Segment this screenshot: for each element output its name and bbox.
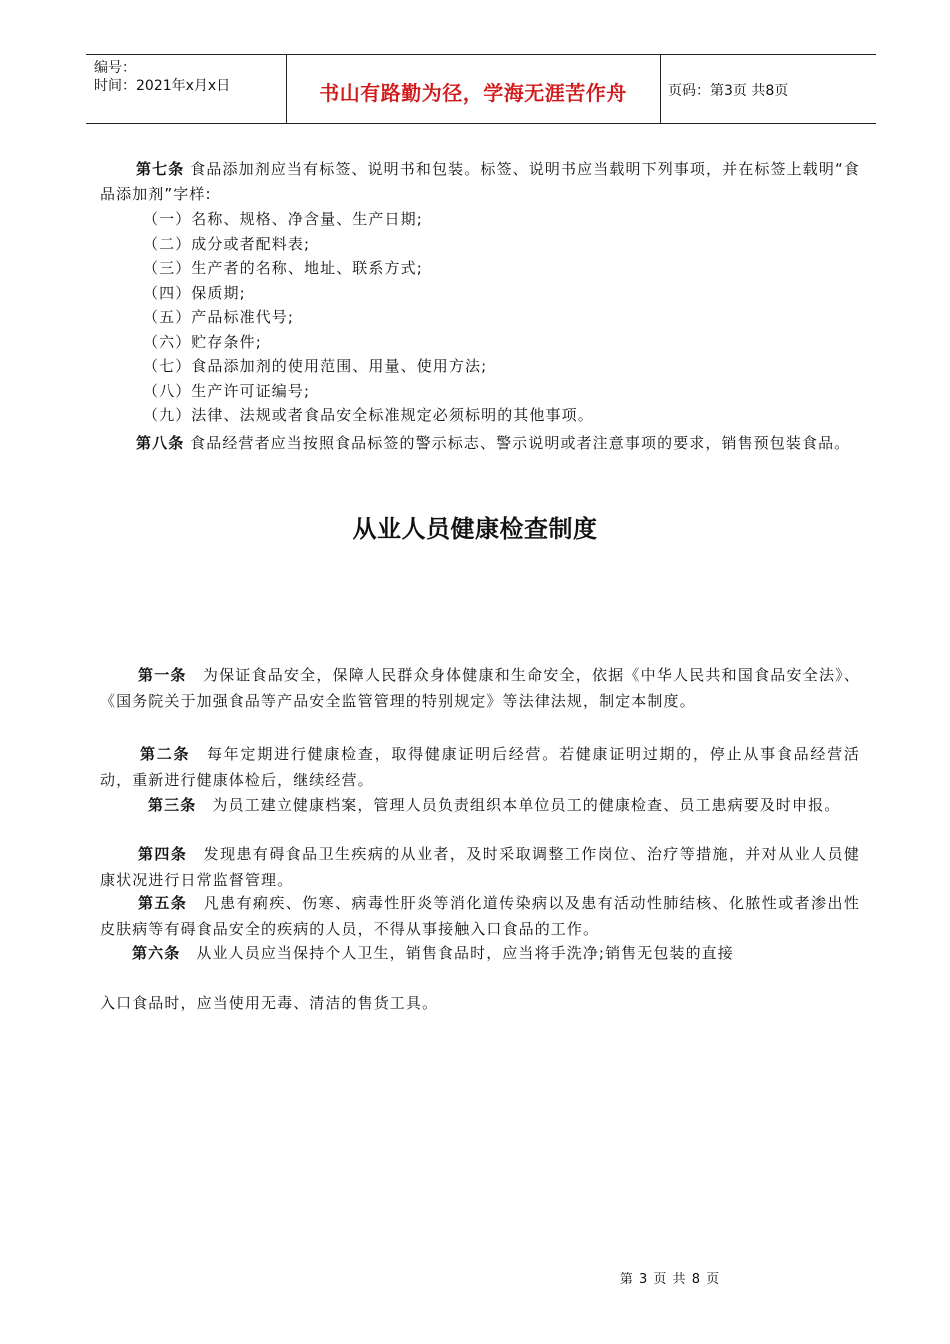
rule-4 bbox=[100, 841, 860, 893]
rule-2-label: 第二条 bbox=[140, 745, 191, 763]
rule-6-label: 第六条 bbox=[132, 944, 181, 962]
rule-1-label: 第一条 bbox=[138, 666, 187, 684]
article-7 bbox=[100, 157, 860, 206]
rule-5 bbox=[100, 890, 860, 942]
rule-6-continuation: 入口食品时，应当使用无毒、清洁的售货工具。 bbox=[100, 994, 439, 1012]
list-item: （三）生产者的名称、地址、联系方式; bbox=[143, 259, 423, 277]
header-meta bbox=[94, 59, 294, 95]
page-footer: 第 3 页 共 8 页 bbox=[619, 1272, 721, 1287]
list-item: （二）成分或者配料表; bbox=[143, 234, 311, 253]
page-header bbox=[86, 54, 876, 124]
header-divider bbox=[660, 55, 661, 123]
rule-6 bbox=[100, 940, 860, 966]
section-title: 从业人员健康检查制度 bbox=[352, 514, 598, 543]
document-time: 时间：2021年x月x日 bbox=[94, 78, 231, 94]
rule-3-text: 为员工建立健康档案，管理人员负责组织本单位员工的健康检查、员工患病要及时申报。 bbox=[196, 796, 841, 814]
list-item: （六）贮存条件; bbox=[143, 332, 262, 351]
article-7-text: 食品添加剂应当有标签、说明书和包装。标签、说明书应当载明下列事项，并在标签上载明“食品添加剂”字样: bbox=[100, 160, 860, 203]
header-page-info: 页码：第3页 共8页 bbox=[668, 83, 789, 99]
header-motto: 书山有路勤为径，学海无涯苦作舟 bbox=[319, 81, 627, 105]
rule-2-text: 每年定期进行健康检查，取得健康证明后经营。若健康证明过期的，停止从事食品经营活动，重新进行健康体检后，继续经营。 bbox=[100, 745, 860, 789]
rule-5-label: 第五条 bbox=[138, 894, 188, 912]
article-7-items bbox=[143, 207, 863, 428]
list-item: （九）法律、法规或者食品安全标准规定必须标明的其他事项。 bbox=[143, 406, 594, 424]
article-7-label: 第七条 bbox=[136, 160, 185, 178]
rule-4-text: 发现患有碍食品卫生疾病的从业者，及时采取调整工作岗位、治疗等措施，并对从业人员健康状况进行日常监督管理。 bbox=[100, 845, 860, 889]
document-number-label: 编号： bbox=[94, 60, 136, 76]
rule-4-label: 第四条 bbox=[138, 845, 188, 863]
article-8 bbox=[100, 431, 860, 456]
rule-5-text: 凡患有痢疾、伤寒、病毒性肝炎等消化道传染病以及患有活动性肺结核、化脓性或者渗出性皮肤病等有碍食品安全的疾病的人员，不得从事接触入口食品的工作。 bbox=[100, 894, 860, 938]
rule-3-label: 第三条 bbox=[148, 796, 197, 814]
list-item: （一）名称、规格、净含量、生产日期; bbox=[143, 210, 423, 228]
list-item: （八）生产许可证编号; bbox=[143, 381, 311, 400]
list-item: （七）食品添加剂的使用范围、用量、使用方法; bbox=[143, 357, 488, 375]
rule-3 bbox=[100, 792, 860, 818]
rule-6-text: 从业人员应当保持个人卫生，销售食品时，应当将手洗净;销售无包装的直接 bbox=[180, 944, 734, 962]
rule-2 bbox=[100, 741, 860, 793]
list-item: （四）保质期; bbox=[143, 283, 246, 302]
article-8-text: 食品经营者应当按照食品标签的警示标志、警示说明或者注意事项的要求，销售预包装食品。 bbox=[184, 434, 851, 452]
rule-1 bbox=[100, 662, 860, 714]
article-8-label: 第八条 bbox=[136, 434, 185, 452]
rule-1-text: 为保证食品安全，保障人民群众身体健康和生命安全，依据《中华人民共和国食品安全法》、《国务院关于加强食品等产品安全监管管理的特别规定》等法律法规，制定本制度。 bbox=[100, 666, 860, 710]
list-item: （五）产品标准代号; bbox=[143, 308, 295, 326]
